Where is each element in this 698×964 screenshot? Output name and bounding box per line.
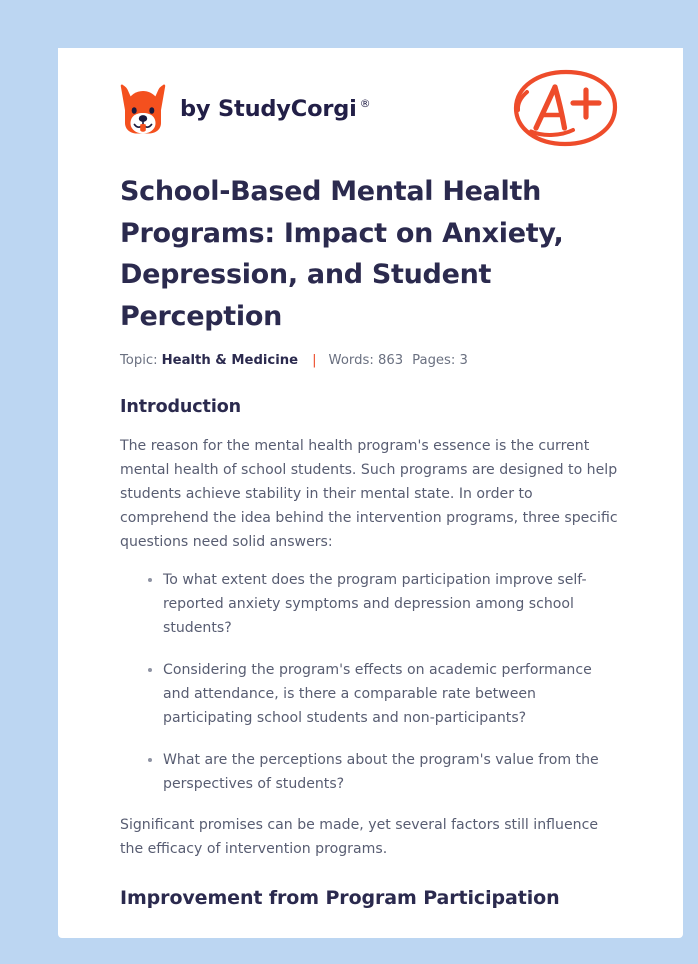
corgi-head-icon xyxy=(120,83,166,135)
brand-prefix: by xyxy=(180,96,211,122)
brand-wordmark xyxy=(180,96,370,122)
page-title: School-Based Mental Health Programs: Impact on Anxiety, Depression, and Student Perception xyxy=(120,176,564,332)
brand-name: StudyCorgi xyxy=(218,96,357,122)
list-item: To what extent does the program participation improve self-reported anxiety symptoms and depression among school students? xyxy=(148,568,621,640)
list-item: What are the perceptions about the program's value from the perspectives of students? xyxy=(148,748,621,796)
meta-separator: | xyxy=(312,353,317,368)
page-count: Pages: 3 xyxy=(412,353,468,368)
intro-closing-paragraph: Significant promises can be made, yet several factors still influence the efficacy of intervention programs. xyxy=(120,817,598,857)
section-heading-introduction: Introduction xyxy=(120,397,241,417)
studycorgi-brand-lockup[interactable] xyxy=(120,83,370,135)
registered-trademark-icon: ® xyxy=(359,97,371,110)
document-page-sheet xyxy=(58,48,683,938)
a-plus-grade-badge xyxy=(511,65,621,153)
research-questions-list xyxy=(120,568,621,796)
document-header xyxy=(120,48,621,152)
section-heading-improvement: Improvement from Program Participation xyxy=(120,887,560,909)
topic-value-link[interactable]: Health & Medicine xyxy=(161,353,299,368)
word-count: Words: 863 xyxy=(328,353,404,368)
paper-metadata xyxy=(120,353,621,368)
list-item: Considering the program's effects on academic performance and attendance, is there a comparable rate between participating school students and non-participants? xyxy=(148,658,621,730)
topic-label: Topic: xyxy=(120,353,158,368)
intro-paragraph: The reason for the mental health program's essence is the current mental health of school students. Such programs are designed to help students achieve stability in their mental state. In order to comprehend the idea behind the intervention programs, three specific questions need solid answers: xyxy=(120,438,618,550)
document-content xyxy=(58,48,683,909)
